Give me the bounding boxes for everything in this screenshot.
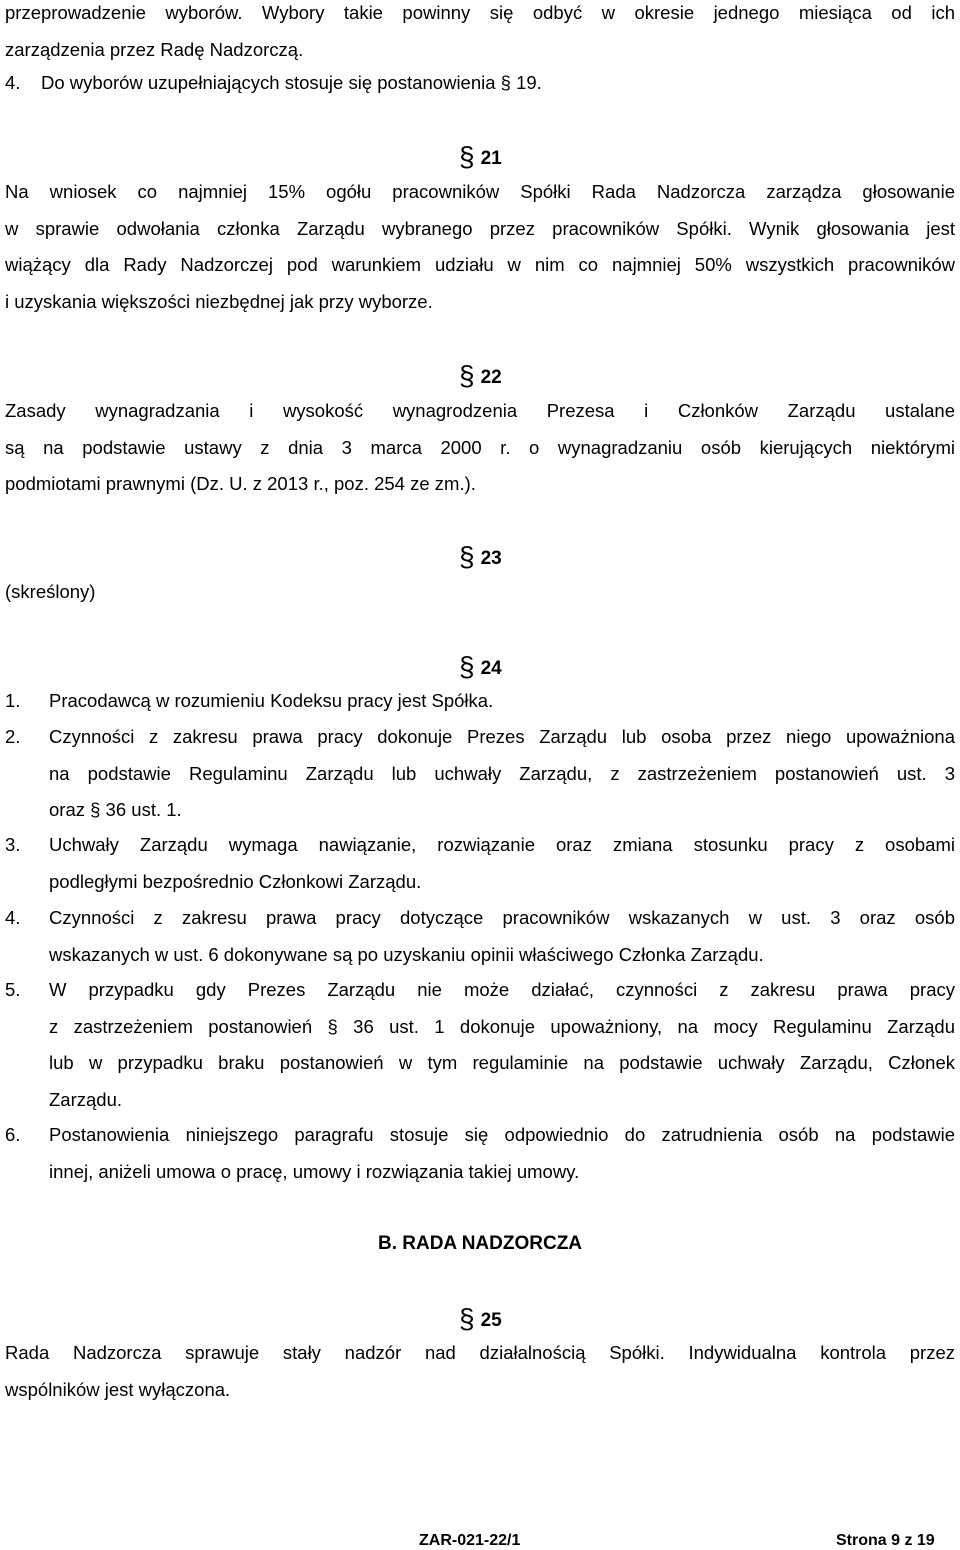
text-line: wspólników jest wyłączona.	[5, 1378, 231, 1400]
paragraph-23-text	[5, 574, 955, 611]
text-line: przeprowadzenie wyborów. Wybory takie powinny się odbyć w okresie jednego miesiąca od ich	[5, 2, 955, 23]
list-item	[5, 827, 955, 900]
paragraph-heading-25	[459, 1303, 502, 1335]
list-item	[5, 65, 955, 102]
section-sign: §	[459, 541, 475, 572]
paragraph-heading-22	[459, 360, 502, 392]
text-line: zarządzenia przez Radę Nadzorczą.	[5, 38, 304, 60]
list-item	[5, 900, 955, 973]
text-line: Postanowienia niniejszego paragrafu stosuje się odpowiednio do zatrudnienia osób na podstawie	[49, 1124, 955, 1145]
item-number: 6.	[5, 1124, 21, 1145]
page-number: Strona 9 z 19	[836, 1532, 935, 1549]
text-line: (skreślony)	[5, 581, 96, 602]
paragraph-22-text	[5, 393, 955, 503]
text-line: i uzyskania większości niezbędnej jak przy wyborze.	[5, 290, 433, 312]
text-line: na podstawie Regulaminu Zarządu lub uchwały Zarządu, z zastrzeżeniem postanowień ust. 3	[49, 762, 955, 784]
list-item	[5, 719, 955, 829]
text-line: Czynności z zakresu prawa pracy dokonuje Prezes Zarządu lub osoba przez niego upoważniona	[49, 726, 955, 747]
text-line: innej, aniżeli umowa o pracę, umowy i rozwiązania takiej umowy.	[49, 1160, 580, 1182]
paragraph-heading-21	[459, 141, 502, 173]
item-number: 2.	[5, 726, 21, 747]
text-line: lub w przypadku braku postanowień w tym regulaminie na podstawie uchwały Zarządu, Członek	[49, 1052, 955, 1073]
text-line: Zarządu.	[49, 1088, 123, 1110]
text-line: podmiotami prawnymi (Dz. U. z 2013 r., poz. 254 ze zm.).	[5, 473, 476, 494]
section-sign: §	[459, 651, 475, 682]
paragraph-25-text	[5, 1335, 955, 1408]
item-text	[49, 719, 955, 829]
text-line: Na wniosek co najmniej 15% ogółu pracowników Spółki Rada Nadzorcza zarządza głosowanie	[5, 181, 955, 202]
text-line: Rada Nadzorcza sprawuje stały nadzór nad działalnością Spółki. Indywidualna kontrola przez	[5, 1342, 955, 1363]
paragraph-number: 25	[480, 1310, 502, 1331]
section-sign: §	[459, 1303, 475, 1334]
text-line: w sprawie odwołania członka Zarządu wybranego przez pracowników Spółki. Wynik głosowania jest	[5, 217, 955, 239]
item-text	[49, 1117, 955, 1190]
paragraph-number: 24	[480, 658, 502, 679]
text-line: oraz § 36 ust. 1.	[49, 799, 182, 820]
paragraph-number: 23	[480, 548, 502, 569]
paragraph-number: 21	[480, 148, 502, 169]
item-number: 5.	[5, 979, 21, 1000]
item-text	[49, 972, 955, 1118]
section-heading: B. RADA NADZORCZA	[377, 1233, 583, 1254]
paragraph-heading-23	[459, 541, 502, 573]
list-item	[5, 972, 955, 1118]
text-line: są na podstawie ustawy z dnia 3 marca 2000 r. o wynagradzaniu osób kierujących niektórymi	[5, 436, 955, 458]
text-line: z zastrzeżeniem postanowień § 36 ust. 1 dokonuje upoważniony, na mocy Regulaminu Zarządu	[49, 1015, 955, 1037]
text-line: W przypadku gdy Prezes Zarządu nie może działać, czynności z zakresu prawa pracy	[49, 979, 955, 1000]
item-number: 4.	[5, 907, 21, 928]
text-line: podległymi bezpośrednio Członkowi Zarządu.	[49, 870, 422, 892]
paragraph-number: 22	[480, 367, 502, 388]
item-text: Do wyborów uzupełniających stosuje się postanowienia § 19.	[41, 72, 542, 93]
section-sign: §	[459, 141, 475, 172]
list-item	[5, 683, 955, 720]
text-line: Pracodawcą w rozumieniu Kodeksu pracy jest Spółka.	[49, 690, 494, 711]
text-line: wiążący dla Rady Nadzorczej pod warunkiem udziału w nim co najmniej 50% wszystkich pracowników	[5, 254, 955, 275]
list-item	[5, 1117, 955, 1190]
item-number: 1.	[5, 690, 21, 711]
item-text	[49, 900, 955, 973]
paragraph-21-text	[5, 174, 955, 320]
item-text	[49, 827, 955, 900]
section-sign: §	[459, 360, 475, 391]
item-text	[49, 683, 955, 720]
paragraph-heading-24	[459, 651, 502, 683]
continuation-paragraph	[5, 0, 955, 68]
item-number: 4.	[5, 72, 21, 93]
text-line: Czynności z zakresu prawa pracy dotyczące pracowników wskazanych w ust. 3 oraz osób	[49, 907, 955, 928]
document-id: ZAR-021-22/1	[419, 1532, 521, 1549]
item-number: 3.	[5, 834, 21, 855]
text-line: Uchwały Zarządu wymaga nawiązanie, rozwiązanie oraz zmiana stosunku pracy z osobami	[49, 834, 955, 855]
text-line: Zasady wynagradzania i wysokość wynagrodzenia Prezesa i Członków Zarządu ustalane	[5, 400, 955, 421]
text-line: wskazanych w ust. 6 dokonywane są po uzyskaniu opinii właściwego Członka Zarządu.	[49, 943, 764, 965]
